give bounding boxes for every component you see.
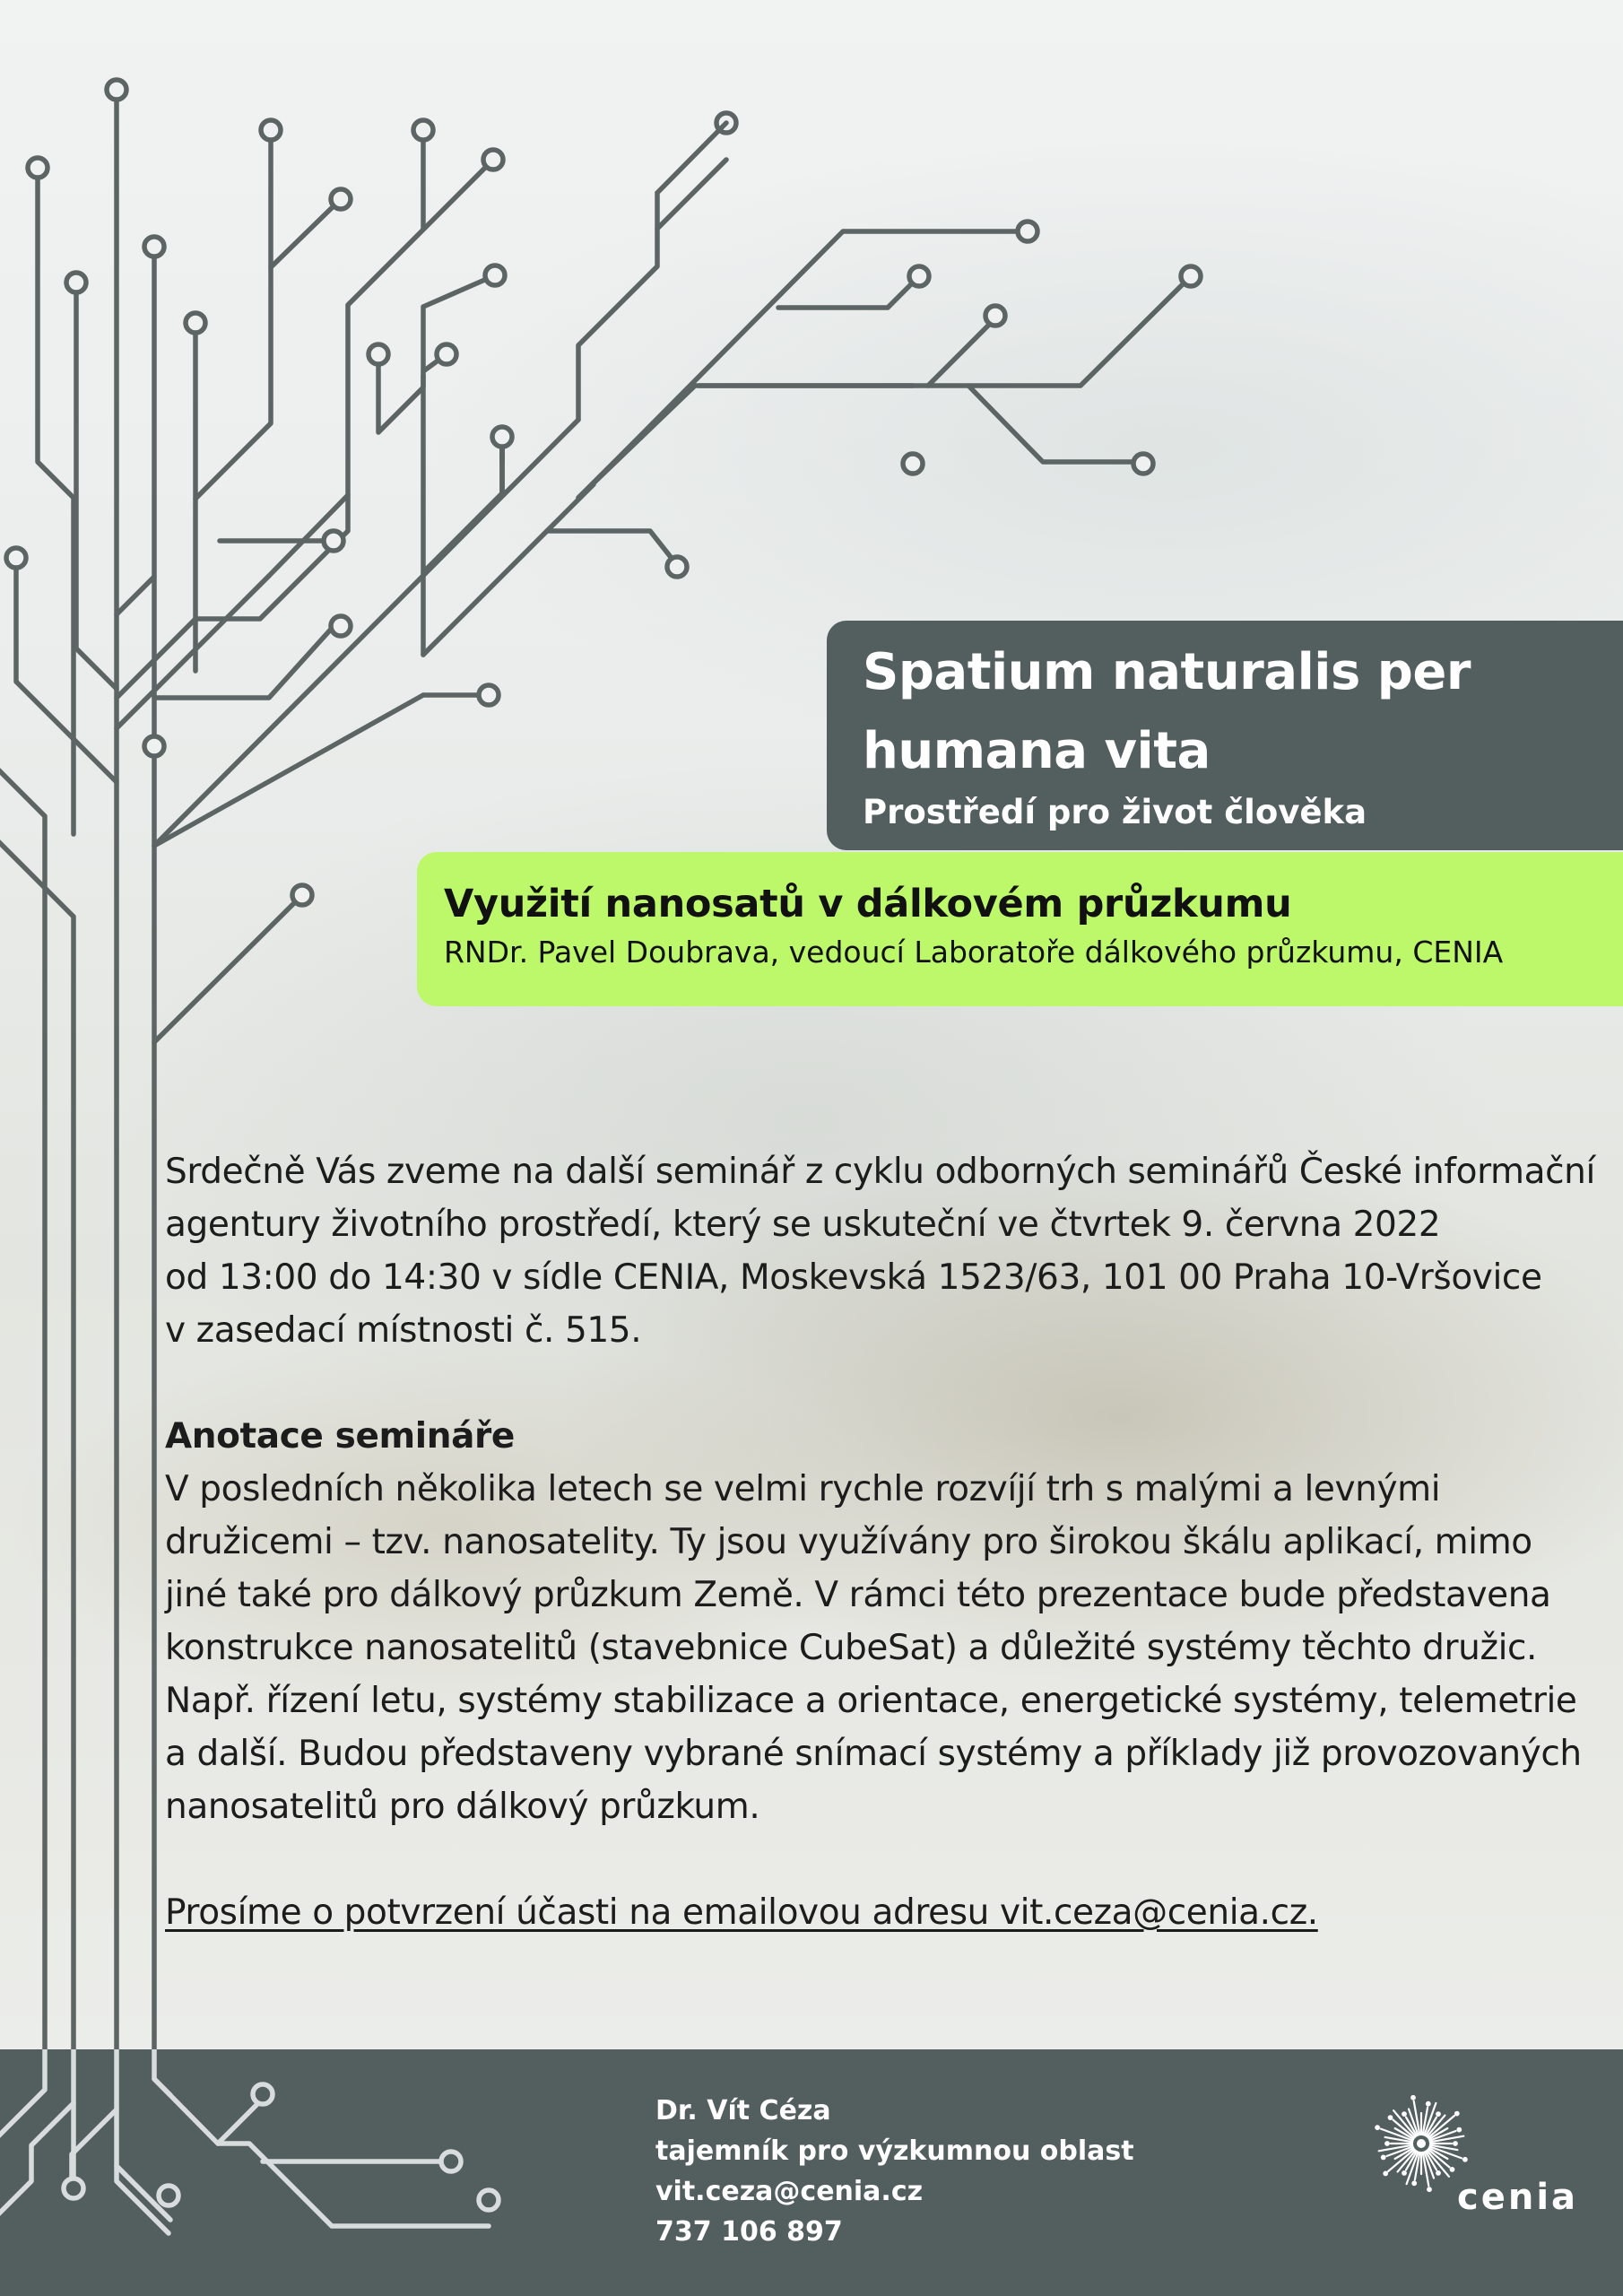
annotation-line: Např. řízení letu, systémy stabilizace a orientace, energetické systémy, telemetrie <box>165 1681 1577 1721</box>
invitation-line: agentury životního prostředí, který se uskuteční ve čtvrtek 9. června 2022 <box>165 1205 1441 1245</box>
sunburst-dot <box>1402 2171 1406 2175</box>
sunburst-dot <box>1436 2112 1440 2116</box>
sunburst-dot <box>1427 2102 1430 2106</box>
sunburst-dot <box>1385 2142 1389 2145</box>
lecture-title: Využití nanosatů v dálkovém průzkumu <box>444 882 1292 926</box>
sunburst-dot <box>1389 2116 1393 2119</box>
lecture-speaker: RNDr. Pavel Doubrava, vedoucí Laboratoře dálkového průzkumu, CENIA <box>444 935 1504 970</box>
footer-band <box>0 2049 1623 2296</box>
annotation-line: družicemi – tzv. nanosatelity. Ty jsou využívány pro širokou škálu aplikací, mimo <box>165 1522 1532 1562</box>
sunburst-dot <box>1428 2187 1431 2191</box>
sunburst-dot <box>1376 2126 1379 2129</box>
cenia-logo-text: cenia <box>1457 2177 1579 2218</box>
sunburst-dot <box>1454 2142 1457 2145</box>
sunburst-dot <box>1451 2168 1454 2171</box>
annotation-line: a další. Budou představeny vybrané snímací systémy a příklady již provozovaných <box>165 1734 1582 1774</box>
series-title-line2: humana vita <box>863 722 1211 780</box>
rsvp-link[interactable]: Prosíme o potvrzení účasti na emailovou adresu vit.ceza@cenia.cz. <box>165 1892 1318 1933</box>
annotation-line: nanosatelitů pro dálkový průzkum. <box>165 1787 760 1827</box>
sunburst-dot <box>1384 2172 1387 2176</box>
series-title <box>863 633 1623 791</box>
sunburst-dot <box>1411 2096 1415 2100</box>
invitation-line: Srdečně Vás zveme na další seminář z cyklu odborných seminářů České informační <box>165 1152 1595 1192</box>
series-title-banner <box>827 621 1623 850</box>
sunburst-dot <box>1402 2112 1406 2116</box>
contact-email[interactable]: vit.ceza@cenia.cz <box>655 2176 924 2207</box>
sunburst-dot <box>1463 2158 1467 2161</box>
sunburst-logo-icon <box>1372 2094 1471 2193</box>
sunburst-dot <box>1458 2128 1462 2132</box>
sunburst-dot <box>1382 2156 1385 2160</box>
lecture-banner <box>417 852 1623 1006</box>
invitation-line: od 13:00 do 14:30 v sídle CENIA, Moskevská 1523/63, 101 00 Praha 10-Vršovice <box>165 1257 1542 1298</box>
annotation-line: jiné také pro dálkový průzkum Země. V rámci této prezentace bude představena <box>165 1575 1551 1615</box>
sunburst-dot <box>1455 2112 1459 2116</box>
series-subtitle: Prostředí pro život člověka <box>863 793 1367 831</box>
invitation-body <box>165 1145 1623 1939</box>
sunburst-dot <box>1436 2171 1440 2175</box>
sunburst-dot <box>1412 2182 1416 2186</box>
contact-phone: 737 106 897 <box>655 2216 843 2248</box>
contact-block <box>655 2091 1134 2252</box>
series-title-line1: Spatium naturalis per <box>863 643 1471 701</box>
contact-name: Dr. Vít Céza <box>655 2095 831 2126</box>
annotation-heading: Anotace semináře <box>165 1416 515 1457</box>
cenia-logo <box>1372 2094 1605 2274</box>
annotation-line: V posledních několika letech se velmi rychle rozvíjí trh s malými a levnými <box>165 1469 1441 1509</box>
invitation-line: v zasedací místnosti č. 515. <box>165 1310 642 1351</box>
contact-role: tajemník pro výzkumnou oblast <box>655 2135 1134 2167</box>
annotation-line: konstrukce nanosatelitů (stavebnice CubeSat) a důležité systémy těchto družic. <box>165 1628 1538 1668</box>
